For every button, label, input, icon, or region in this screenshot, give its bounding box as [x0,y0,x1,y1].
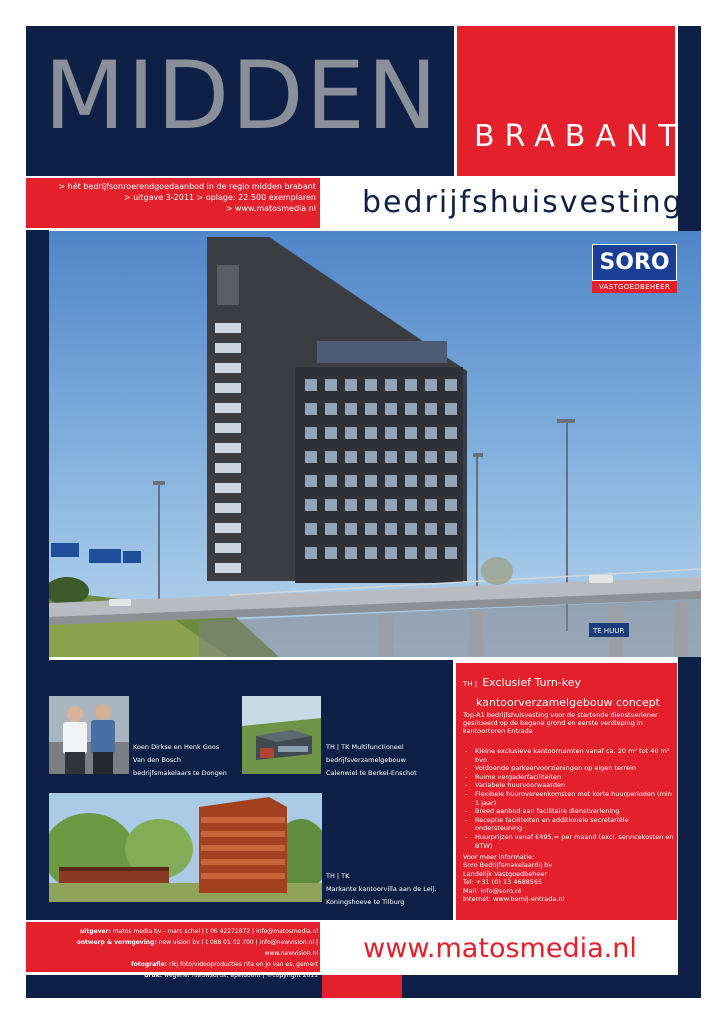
bottom-red-block [322,975,402,998]
contact-line: Soro Bedrijfsmakelaardij bv [463,861,553,870]
section-title: bedrijfshuisvesting [362,185,684,220]
colophon-value: wegener nieuwsdruk, apeldoorn | ©copyright 2011 [162,972,318,979]
contact-line: Internet: www.bemij-entrada.nl [463,895,565,904]
promo-bullet: - Receptie faciliteiten en additionele secretariële ondersteuning [463,816,675,833]
caption-line: Calenwiel te Berkel-Enschot [326,769,417,777]
two-people-illustration [49,696,129,774]
edition-info-line: > uitgave 3-2011 > oplage: 22.500 exemplaren [123,193,316,202]
caption-line: Koningshoeve te Tilburg [326,898,405,906]
people-photo [49,696,129,774]
hero-sign-text: TE HUUR [593,627,625,635]
masthead-subtitle: BRABANT [474,119,687,154]
caption-villa [326,870,451,909]
colophon-label: uitgever: [80,928,111,935]
caption-line: Markante kantoorvilla aan de Leij, [326,885,437,893]
promo-box [456,663,677,920]
contact-line: Voor meer informatie: [463,853,535,861]
soro-logo [592,244,677,293]
villa-photo [49,793,322,902]
caption-line: Koen Dirkse en Henk Goos [133,743,220,751]
colophon-value: new vision bv | t 088 01 02 700 | info@newvision.nl | www.newvision.nl [156,939,318,957]
colophon-value: matos media bv - marc schel | t 06 42272872 | info@matosmedia.nl [110,928,318,935]
promo-bullet: - Ruime vergaderfaciliteiten [463,773,675,782]
caption-line: Van den Bosch [133,756,181,764]
edition-info-line: > hét bedrijfsonroerendgoedaanbod in de regio midden brabant [58,182,316,191]
caption-line: bedrijfsverzamelgebouw [326,756,406,764]
edition-info [26,181,316,214]
caption-people [133,741,243,780]
bottom-navy-band-right [402,975,678,998]
caption-building [326,741,446,780]
colophon-label: fotografie: [131,961,168,968]
soro-logo-tagline: VASTGOEDBEHEER [592,281,677,293]
caption-line: TH | TK [326,872,350,880]
promo-contact [463,853,673,903]
colophon-line [26,970,318,981]
promo-title-line1: Exclusief Turn-key [482,676,582,689]
left-navy-strip [26,230,49,920]
colophon [26,926,318,981]
colophon-line [26,959,318,970]
colophon-label: druk: [144,972,163,979]
colophon-value: rikj foto/videoproducties rita en jo van es, gemert [167,961,318,968]
promo-bullet: - Variabele huurvoorwaarden [463,781,675,790]
edition-info-line: > www.matosmedia.nl [225,204,316,213]
contact-line: Mail: info@soro.nl [463,886,521,895]
contact-line: Landelijk Vastgoedbeheer [463,869,548,878]
hero-photo [49,231,701,657]
promo-bullets [463,747,675,850]
promo-bullet: - Breed aanbod aan facilitaire dienstverlening [463,807,675,816]
building-photo [242,696,321,774]
colophon-line [26,937,318,959]
office-villa-illustration [49,793,322,902]
masthead-title: MIDDEN [44,42,440,151]
promo-bullet: - Flexibele huurovereenkomsten met korte huurperioden (min 1 jaar) [463,790,675,807]
promo-bullet: - Huurprijzen vanaf €495,= per maand (excl. servicekosten en BTW) [463,833,675,850]
promo-tag: TH | [463,680,478,688]
promo-heading [463,671,673,709]
footer-website-link[interactable]: www.matosmedia.nl [363,933,637,964]
colophon-label: ontwerp & vormgeving: [76,939,157,946]
office-tower-illustration [49,231,701,657]
contact-line: Tel: +31 (0) 13 4688565 [463,878,543,887]
colophon-line [26,926,318,937]
caption-line: bedrijfsmakelaars te Dongen [133,769,227,777]
business-building-illustration [242,696,321,774]
caption-line: TH | TK Multifunctioneel [326,743,404,751]
promo-intro: Top-A1 bedrijfshuisvesting voor de startende dienstverlener gesitueerd op de begane grond en eerste verdieping in kantoortoren Entrada [463,711,658,735]
promo-bullet: - Kleine exclusieve kantoorruimten vanaf ca. 20 m² tot 40 m² bvo [463,747,675,764]
soro-logo-name: SORO [592,244,677,281]
promo-bullet: - Voldoende parkeervoorzieningen op eigen terrein [463,764,675,773]
promo-title-line2: kantoorverzamelgebouw concept [476,696,660,709]
